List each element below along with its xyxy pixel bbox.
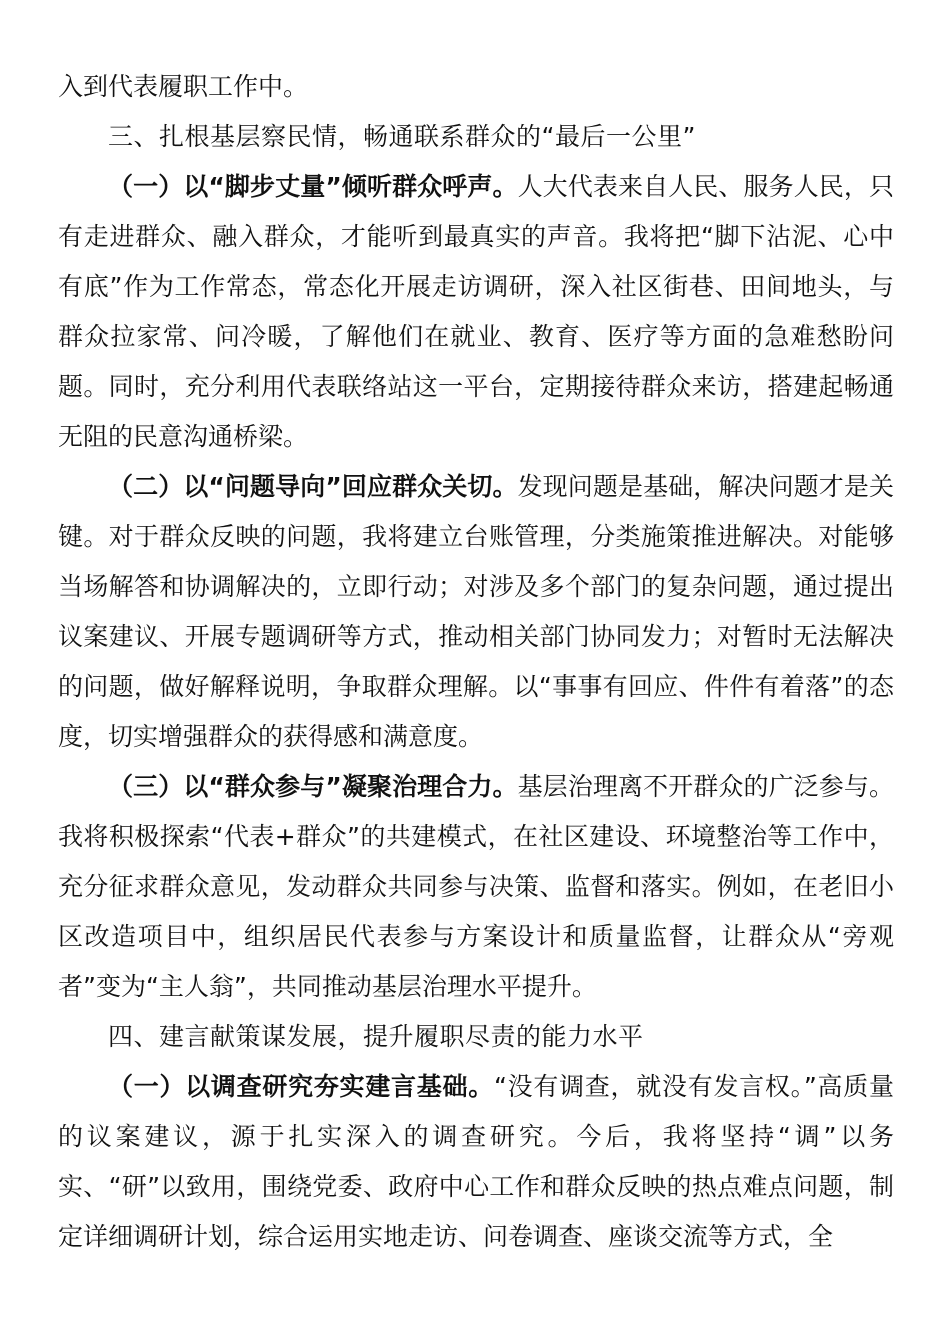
section-4-item-1-body: “没有调查，就没有发言权。”高质量的议案建议，源于扎实深入的调查研究。今后，我将坚持“调”以务实、“研”以致用，围绕党委、政府中心工作和群众反映的热点难点问题，制定详细调研计划，综合运用实地走访、问卷调查、座谈交流等方式，全 [58, 1072, 894, 1251]
section-4-heading: 四、建言献策谋发展，提升履职尽责的能力水平 [108, 1022, 644, 1051]
section-4-item-1-title: （一）以调查研究夯实建言基础。 [108, 1072, 494, 1101]
section-3-item-3-body: 基层治理离不开群众的广泛参与。我将积极探索“代表+群众”的共建模式，在社区建设、环境整治等工作中，充分征求群众意见，发动群众共同参与决策、监督和落实。例如，在老旧小区改造项目中，组织居民代表参与方案设计和质量监督，让群众从“旁观者”变为“主人翁”，共同推动基层治理水平提升。 [58, 772, 894, 1001]
section-3-heading: 三、扎根基层察民情，畅通联系群众的“最后一公里” [108, 122, 696, 151]
section-3-item-2-title: （二）以“问题导向”回应群众关切。 [108, 472, 518, 501]
section-3-item-1 [58, 162, 894, 462]
section-3-item-3-title: （三）以“群众参与”凝聚治理合力。 [108, 772, 518, 801]
section-3-item-1-body: 人大代表来自人民、服务人民，只有走进群众、融入群众，才能听到最真实的声音。我将把“脚下沾泥、心中有底”作为工作常态，常态化开展走访调研，深入社区街巷、田间地头，与群众拉家常、问冷暖，了解他们在就业、教育、医疗等方面的急难愁盼问题。同时，充分利用代表联络站这一平台，定期接待群众来访，搭建起畅通无阻的民意沟通桥梁。 [58, 172, 894, 451]
section-3-item-3 [58, 762, 894, 1012]
document-page [58, 62, 894, 1262]
continuation-text: 入到代表履职工作中。 [58, 72, 309, 101]
section-4-item-1 [58, 1062, 894, 1262]
section-3-item-1-title: （一）以“脚步丈量”倾听群众呼声。 [108, 172, 518, 201]
section-3-item-2 [58, 462, 894, 762]
section-3-item-2-body: 发现问题是基础，解决问题才是关键。对于群众反映的问题，我将建立台账管理，分类施策推进解决。对能够当场解答和协调解决的，立即行动；对涉及多个部门的复杂问题，通过提出议案建议、开展专题调研等方式，推动相关部门协同发力；对暂时无法解决的问题，做好解释说明，争取群众理解。以“事事有回应、件件有着落”的态度，切实增强群众的获得感和满意度。 [58, 472, 894, 751]
